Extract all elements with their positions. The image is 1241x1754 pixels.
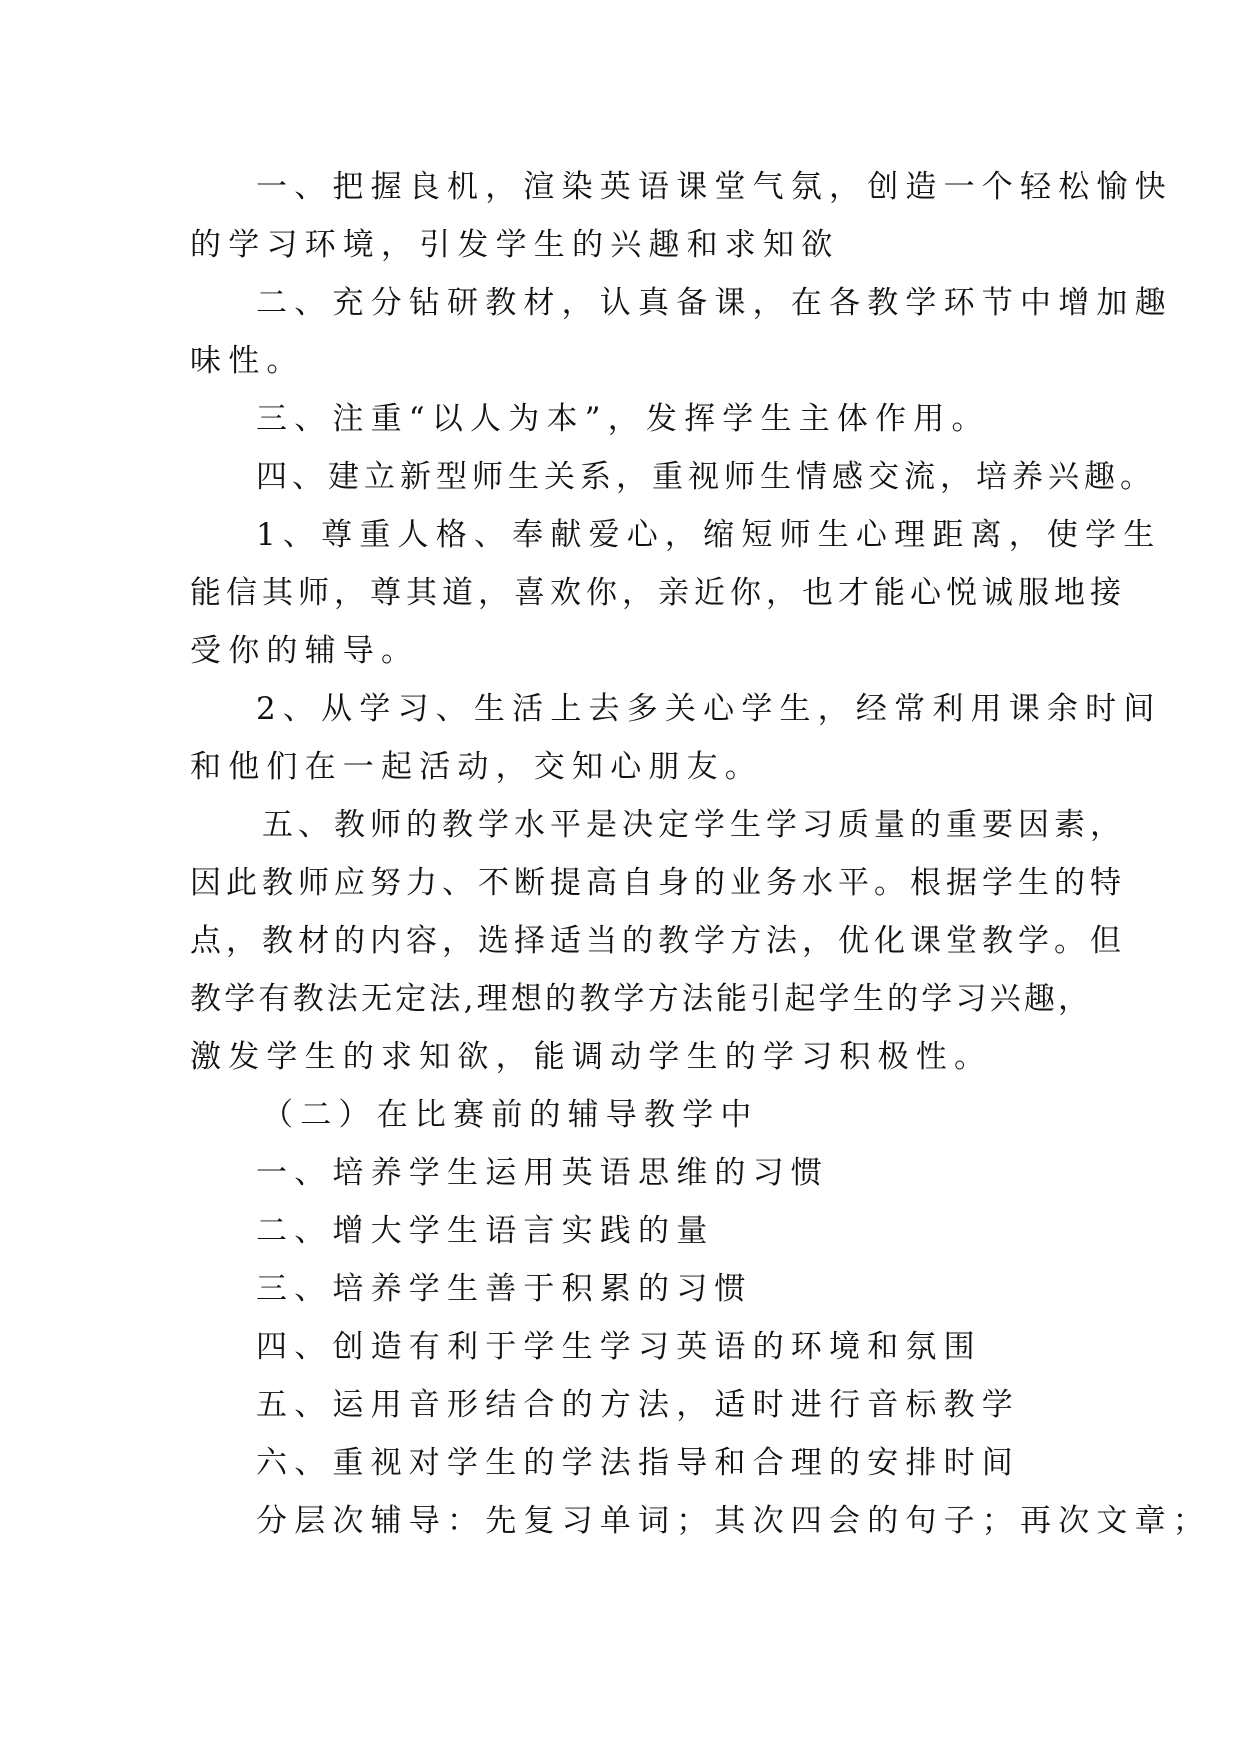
text-line: 教学有教法无定法,理想的教学方法能引起学生的学习兴趣， bbox=[190, 981, 1093, 1017]
text-line: 二、增大学生语言实践的量 bbox=[256, 1213, 715, 1249]
text-line: 五、运用音形结合的方法，适时进行音标教学 bbox=[256, 1387, 1020, 1423]
text-line: 四、建立新型师生关系，重视师生情感交流，培养兴趣。 bbox=[256, 459, 1156, 495]
text-line: 四、创造有利于学生学习英语的环境和氛围 bbox=[256, 1329, 982, 1365]
text-line: 1、尊重人格、奉献爱心，缩短师生心理距离，使学生 bbox=[256, 517, 1162, 553]
text-line: 能信其师，尊其道，喜欢你，亲近你，也才能心悦诚服地接 bbox=[190, 575, 1126, 611]
text-line: 五、教师的教学水平是决定学生学习质量的重要因素， bbox=[262, 807, 1126, 843]
section-heading: （二）在比赛前的辅导教学中 bbox=[262, 1097, 759, 1133]
text-line: 和他们在一起活动，交知心朋友。 bbox=[190, 749, 763, 785]
text-line: 点，教材的内容，选择适当的教学方法，优化课堂教学。但 bbox=[190, 923, 1126, 959]
text-line: 一、把握良机，渲染英语课堂气氛，创造一个轻松愉快 bbox=[256, 169, 1173, 205]
text-line: 因此教师应努力、不断提高自身的业务水平。根据学生的特 bbox=[190, 865, 1126, 901]
text-line: 一、培养学生运用英语思维的习惯 bbox=[256, 1155, 829, 1191]
text-line: 味性。 bbox=[190, 343, 305, 379]
text-line: 的学习环境，引发学生的兴趣和求知欲 bbox=[190, 227, 840, 263]
text-line: 三、培养学生善于积累的习惯 bbox=[256, 1271, 753, 1307]
text-line: 激发学生的求知欲，能调动学生的学习积极性。 bbox=[190, 1039, 993, 1075]
text-line: 三、注重“以人为本”，发挥学生主体作用。 bbox=[256, 401, 990, 437]
text-line: 2、从学习、生活上去多关心学生，经常利用课余时间 bbox=[256, 691, 1162, 727]
text-line: 分层次辅导：先复习单词；其次四会的句子；再次文章； bbox=[256, 1503, 1211, 1539]
text-line: 六、重视对学生的学法指导和合理的安排时间 bbox=[256, 1445, 1020, 1481]
text-line: 受你的辅导。 bbox=[190, 633, 420, 669]
text-line: 二、充分钻研教材，认真备课，在各教学环节中增加趣 bbox=[256, 285, 1173, 321]
